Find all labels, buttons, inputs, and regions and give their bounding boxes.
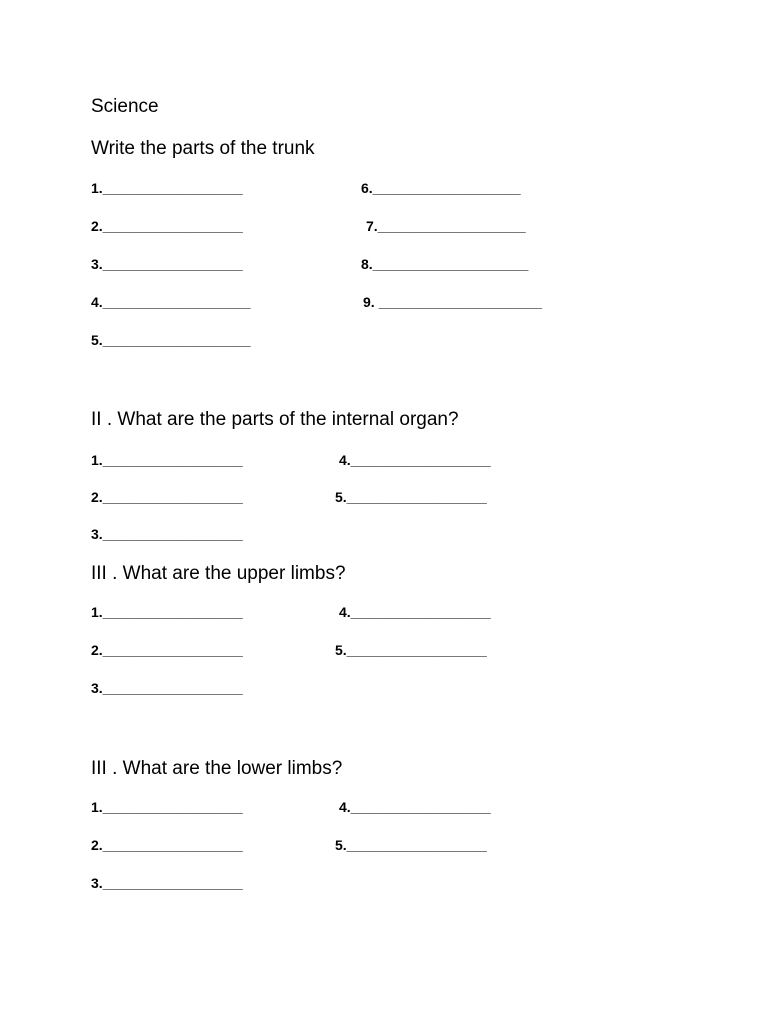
- trunk-answer-8: 8.____________________: [361, 256, 529, 272]
- upper-limbs-answer-4: 4.__________________: [339, 604, 491, 620]
- upper-limbs-answer-2: 2.__________________: [91, 642, 243, 658]
- upper-limbs-answer-3: 3.__________________: [91, 680, 243, 696]
- section-heading-internal-organ: II . What are the parts of the internal organ?: [91, 409, 459, 430]
- trunk-answer-6: 6.___________________: [361, 180, 521, 196]
- internal-organ-answer-4: 4.__________________: [339, 452, 491, 468]
- trunk-answer-5: 5.___________________: [91, 332, 251, 348]
- lower-limbs-answer-5: 5.__________________: [335, 837, 487, 853]
- trunk-answer-3: 3.__________________: [91, 256, 243, 272]
- trunk-answer-1: 1.__________________: [91, 180, 243, 196]
- section-heading-lower-limbs: III . What are the lower limbs?: [91, 758, 343, 779]
- internal-organ-answer-5: 5.__________________: [335, 489, 487, 505]
- trunk-answer-2: 2.__________________: [91, 218, 243, 234]
- upper-limbs-answer-1: 1.__________________: [91, 604, 243, 620]
- trunk-answer-7: 7.___________________: [366, 218, 526, 234]
- upper-limbs-answer-5: 5.__________________: [335, 642, 487, 658]
- internal-organ-answer-3: 3.__________________: [91, 526, 243, 542]
- trunk-answer-4: 4.___________________: [91, 294, 251, 310]
- lower-limbs-answer-4: 4.__________________: [339, 799, 491, 815]
- subject-title: Science: [91, 96, 159, 117]
- section-heading-trunk: Write the parts of the trunk: [91, 138, 315, 159]
- lower-limbs-answer-3: 3.__________________: [91, 875, 243, 891]
- internal-organ-answer-1: 1.__________________: [91, 452, 243, 468]
- lower-limbs-answer-2: 2.__________________: [91, 837, 243, 853]
- lower-limbs-answer-1: 1.__________________: [91, 799, 243, 815]
- section-heading-upper-limbs: III . What are the upper limbs?: [91, 563, 346, 584]
- internal-organ-answer-2: 2.__________________: [91, 489, 243, 505]
- trunk-answer-9: 9. _____________________: [363, 294, 543, 310]
